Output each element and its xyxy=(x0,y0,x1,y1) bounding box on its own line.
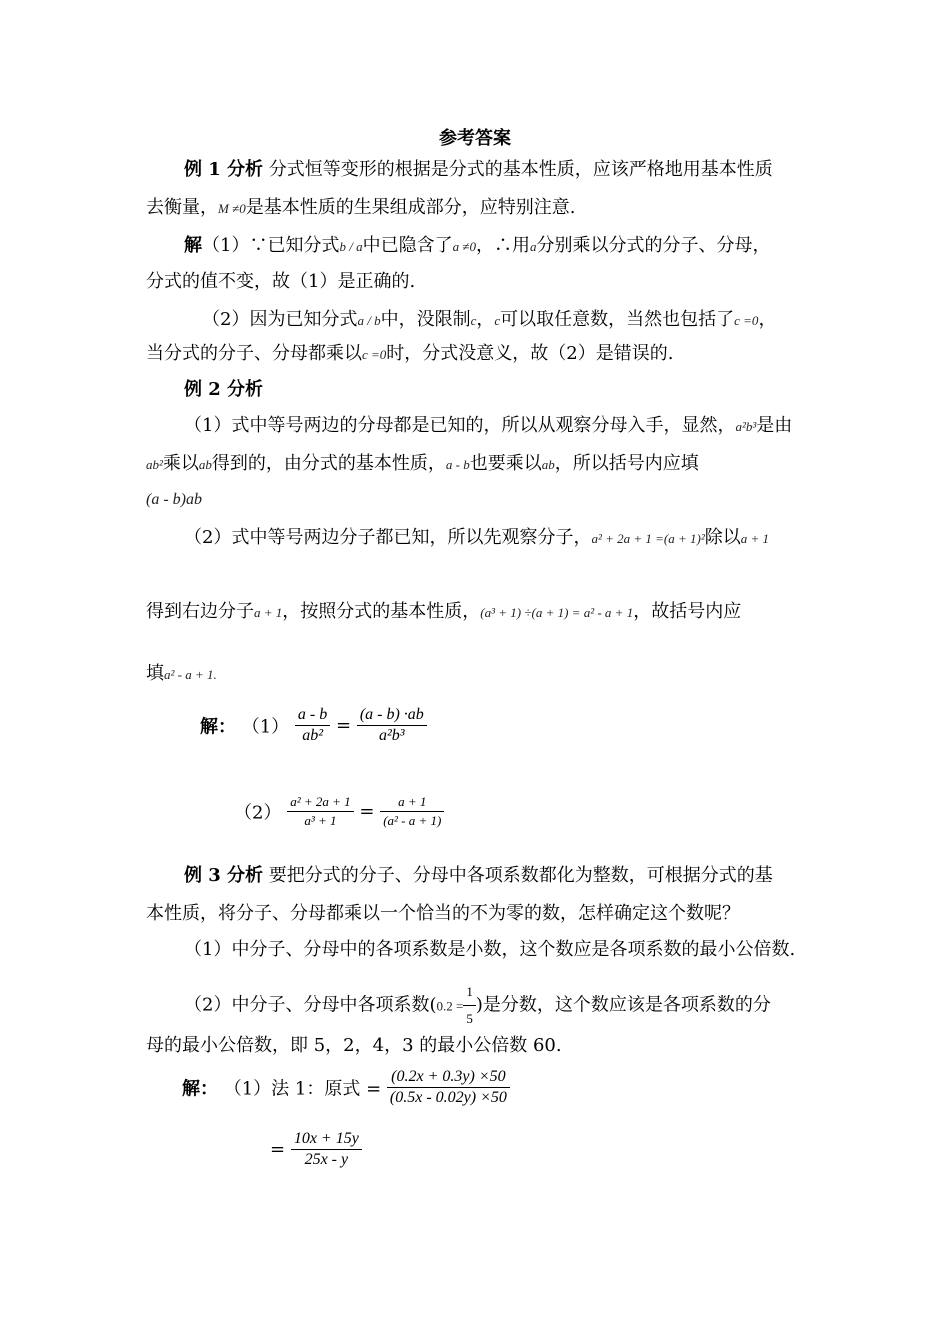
ex3-line4: （2）中分子、分母中各项系数(0.2 = $\frac{1}{5}$ )是分数，这个数应该是各项系数的分 xyxy=(184,980,771,1031)
fraction: $\frac{a - b}{\text{ab²}}$ xyxy=(295,706,330,745)
ex3-line1: 例 3 分析 要把分式的分子、分母中各项系数都化为整数，可根据分式的基 xyxy=(184,865,773,886)
ex2-line2: ab²乘以ab得到的，由分式的基本性质，a - b也要乘以ab，所以括号内应填 xyxy=(146,453,699,474)
ex3-solution-2: = $\frac{10x + 15y}{25x - y}$ xyxy=(270,1130,362,1169)
jie-label: 解： xyxy=(200,716,236,738)
ex2-line1: （1）式中等号两边的分母都是已知的，所以从观察分母入手，显然，a²b³是由 xyxy=(184,415,793,436)
ex3-label: 例 3 分析 xyxy=(184,865,264,886)
fraction: $\frac{1}{5}$ xyxy=(463,980,476,1031)
math-m-ne-0: M ≠0 xyxy=(218,201,246,216)
ex2-label: 例 2 分析 xyxy=(184,379,264,400)
ex1-sol-line2: 分式的值不变，故（1）是正确的. xyxy=(146,271,416,292)
ex2-line3: (a - b)ab xyxy=(146,491,202,508)
ex1-text: 分式恒等变形的根据是分式的基本性质，应该严格地用基本性质 xyxy=(268,159,773,180)
jie-label: 解 xyxy=(184,235,202,256)
ex1-line2: 去衡量，M ≠0是基本性质的生果组成部分，应特别注意. xyxy=(146,197,576,218)
ex2-line4: （2）式中等号两边分子都已知，所以先观察分子，a² + 2a + 1 =(a + 1)²除以a + 1 xyxy=(184,527,770,548)
ex1-sol-line4: 当分式的分子、分母都乘以c =0时，分式没意义，故（2）是错误的. xyxy=(146,343,674,364)
fraction: $\frac{\text{a² + 2a + 1}}{\text{a³ + 1}}$ xyxy=(287,794,353,829)
ex2-line5: 得到右边分子a + 1，按照分式的基本性质，(a³ + 1) ÷(a + 1) = a² - a + 1，故括号内应 xyxy=(146,601,742,622)
ex3-solution-1: 解： （1）法 1：原式 = $\frac{(0.2x + 0.3y) \times 50}{(0.5x - 0.02y) \times 50}$ xyxy=(182,1068,510,1107)
ex1-line1 xyxy=(184,158,773,182)
ex2-solution-1: 解： （1） $\frac{a - b}{\text{ab²}}$ = $\frac{(a - b) \cdot ab}{\text{a²b³}}$ xyxy=(200,706,427,745)
ex2-solution-2: （2） $\frac{\text{a² + 2a + 1}}{\text{a³ + 1}}$ = $\frac{a + 1}{\text{(a² - a + 1)}}$ xyxy=(234,794,444,829)
ex3-line3: （1）中分子、分母中的各项系数是小数，这个数应是各项系数的最小公倍数. xyxy=(184,939,796,960)
ex1-label: 例 1 分析 xyxy=(184,159,264,180)
fraction: $\frac{(a - b) \cdot ab}{\text{a²b³}}$ xyxy=(357,706,427,745)
ex1-sol-line1: 解（1）∵已知分式b / a中已隐含了a ≠0，∴用a分别乘以分式的分子、分母， xyxy=(184,235,771,256)
ex2-line6: 填a² - a + 1. xyxy=(146,663,217,684)
fraction: $\frac{(0.2x + 0.3y) \times 50}{(0.5x - 0.02y) \times 50}$ xyxy=(387,1068,510,1107)
ex1-sol-line3: （2）因为已知分式a / b中，没限制c，c可以取任意数，当然也包括了c =0， xyxy=(202,309,777,330)
ex3-line5: 母的最小公倍数，即 5，2，4，3 的最小公倍数 60. xyxy=(146,1035,562,1056)
jie-label: 解： xyxy=(182,1078,218,1100)
page-title: 参考答案 xyxy=(439,128,511,149)
fraction: $\frac{a + 1}{\text{(a² - a + 1)}}$ xyxy=(380,794,444,829)
fraction: $\frac{10x + 15y}{25x - y}$ xyxy=(291,1130,362,1169)
ex3-line2: 本性质，将分子、分母都乘以一个恰当的不为零的数，怎样确定这个数呢？ xyxy=(146,903,740,924)
